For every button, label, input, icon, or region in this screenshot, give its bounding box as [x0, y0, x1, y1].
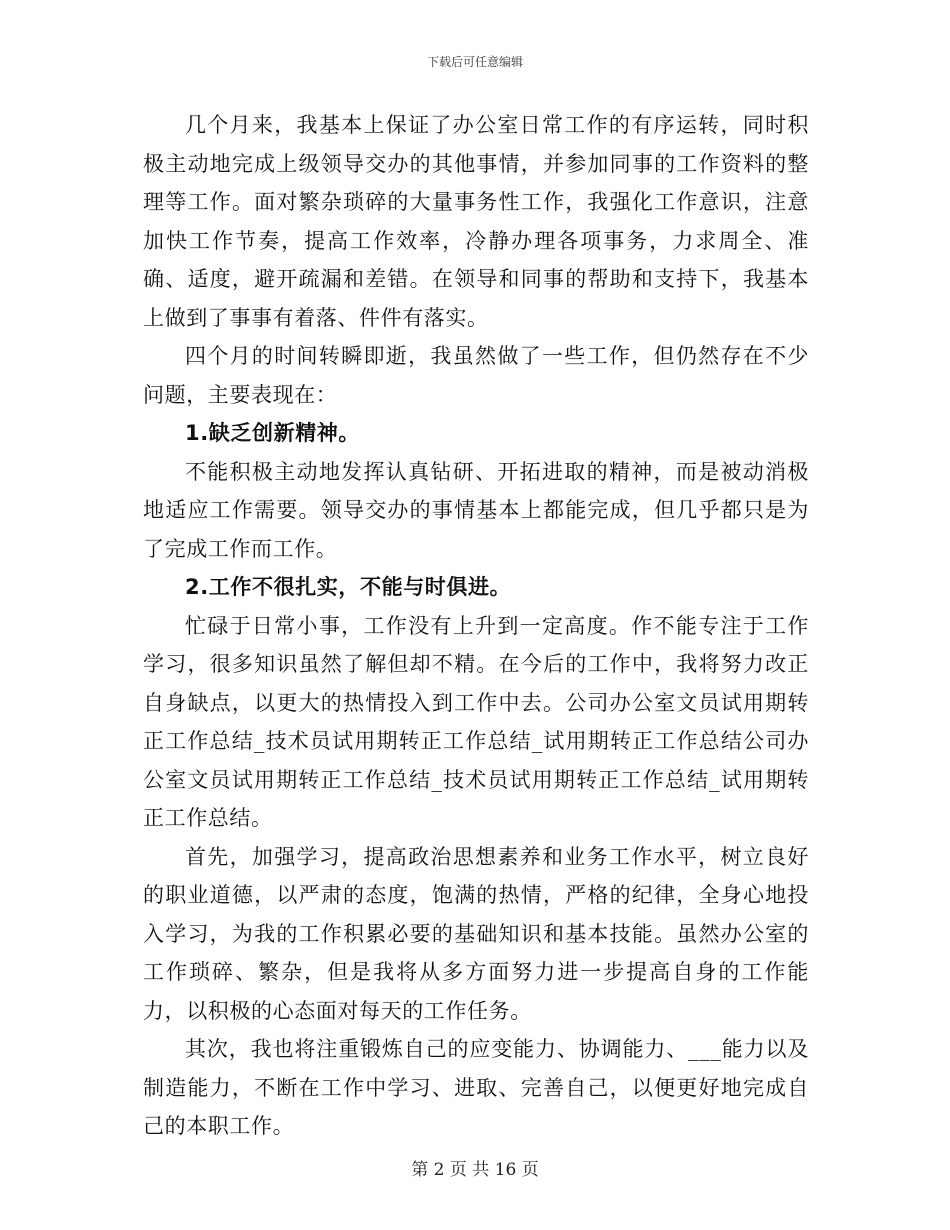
- paragraph-second-improvement: 其次，我也将注重锻炼自己的应变能力、协调能力、___能力以及制造能力，不断在工作中学习、进取、完善自己，以便更好地完成自己的本职工作。: [143, 1037, 809, 1138]
- paragraph-not-solid: 忙碌于日常小事，工作没有上升到一定高度。作不能专注于工作学习，很多知识虽然了解但却不精。在今后的工作中，我将努力改正自身缺点，以更大的热情投入到工作中去。公司办公室文员试用期转正工作总结_技术员试用期转正工作总结_试用期转正工作总结公司办公室文员试用期转正工作总结_技术员试用期转正工作总结_试用期转正工作总结。: [143, 613, 809, 830]
- document-body: [143, 106, 809, 1146]
- paragraph-first-improvement: 首先，加强学习，提高政治思想素养和业务工作水平，树立良好的职业道德，以严肃的态度，饱满的热情，严格的纪律，全身心地投入学习，为我的工作积累必要的基础知识和基本技能。虽然办公室的工作琐碎、繁杂，但是我将从多方面努力进一步提高自身的工作能力，以积极的心态面对每天的工作任务。: [143, 844, 809, 1023]
- page-header-note: 下载后可任意编辑: [426, 55, 523, 69]
- page-number-footer: 第 2 页 共 16 页: [411, 1160, 539, 1180]
- paragraph-problems-intro: 四个月的时间转瞬即逝，我虽然做了一些工作，但仍然存在不少问题，主要表现在：: [143, 344, 809, 407]
- heading-not-solid: 2.工作不很扎实，不能与时俱进。: [185, 575, 512, 599]
- heading-lack-innovation: 1.缺乏创新精神。: [185, 421, 360, 445]
- paragraph-lack-innovation: 不能积极主动地发挥认真钻研、开拓进取的精神，而是被动消极地适应工作需要。领导交办的事情基本上都能完成，但几乎都只是为了完成工作而工作。: [143, 459, 809, 561]
- paragraph-work-summary: 几个月来，我基本上保证了办公室日常工作的有序运转，同时积极主动地完成上级领导交办的其他事情，并参加同事的工作资料的整理等工作。面对繁杂琐碎的大量事务性工作，我强化工作意识，注意加快工作节奏，提高工作效率，冷静办理各项事务，力求周全、准确、适度，避开疏漏和差错。在领导和同事的帮助和支持下，我基本上做到了事事有着落、件件有落实。: [143, 113, 809, 330]
